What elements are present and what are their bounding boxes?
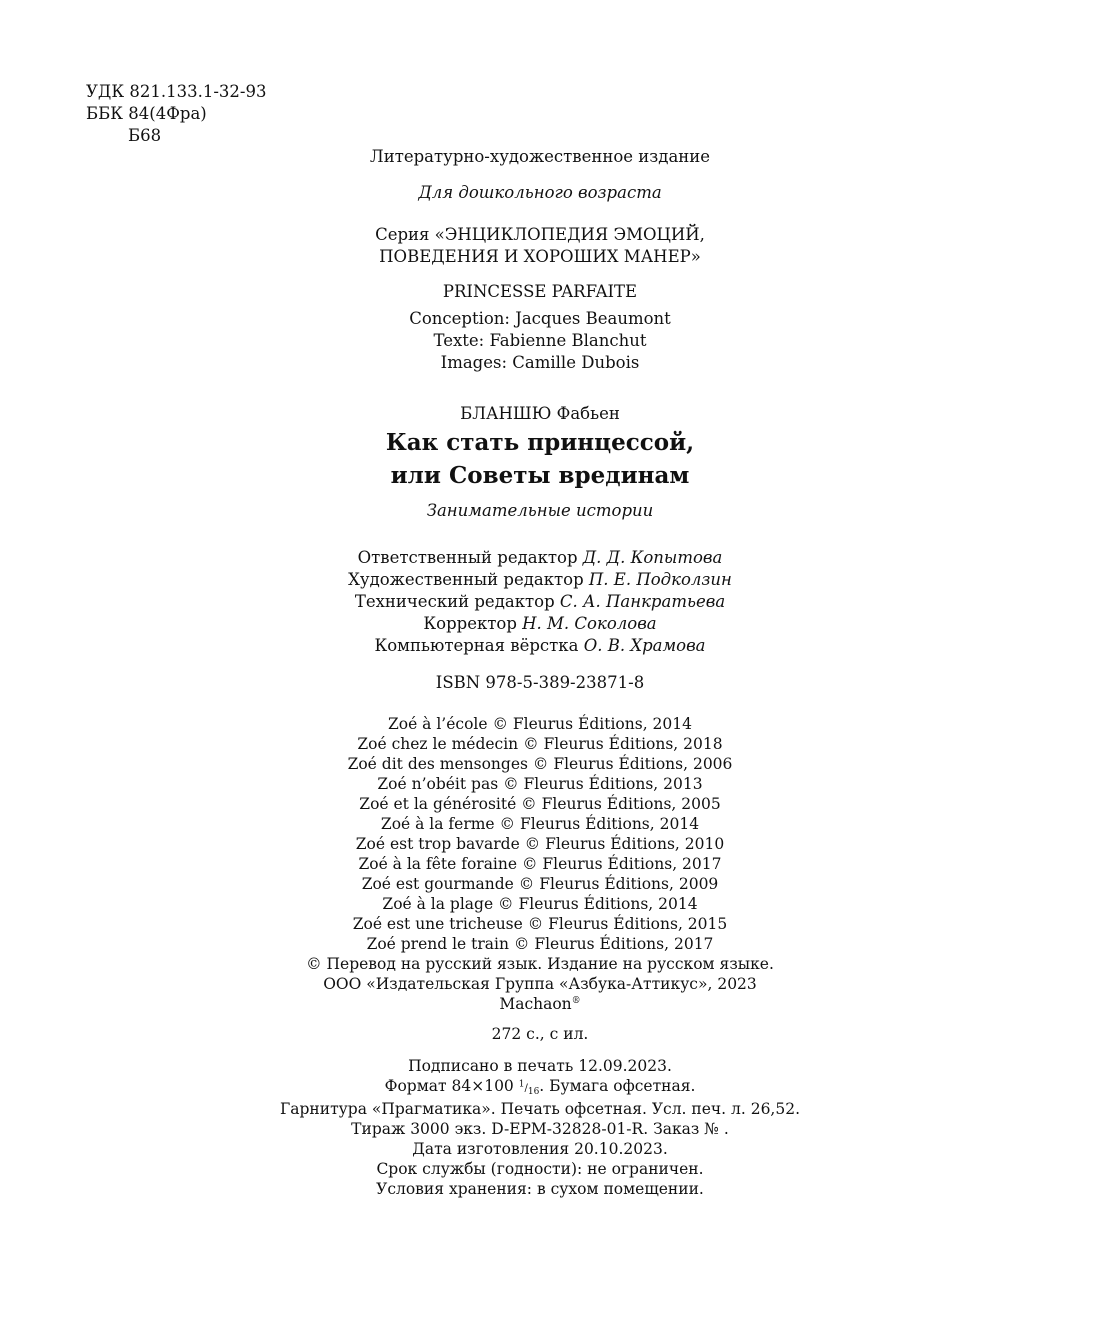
format-fraction: $^1/_{16}$ xyxy=(518,1079,540,1097)
storage-conditions: Условия хранения: в сухом помещении. xyxy=(376,1180,704,1198)
book-title xyxy=(240,426,840,492)
images-credit: Images: Camille Dubois xyxy=(440,353,640,372)
copyright-line: Zoé et la générosité © Fleurus Éditions, 2005 xyxy=(359,795,721,813)
imprint-name: Machaon® xyxy=(499,995,581,1013)
edition-type: Литературно-художественное издание xyxy=(369,147,711,166)
credit-role: Ответственный редактор xyxy=(357,548,578,567)
original-title: PRINCESSE PARFAITE xyxy=(442,282,638,301)
credit-person: Д. Д. Копытова xyxy=(582,548,723,567)
book-title-line-1: Как стать принцессой, xyxy=(385,429,695,456)
credit-role: Художественный редактор xyxy=(348,570,584,589)
publisher-copyright: ООО «Издательская Группа «Азбука-Аттикус», 2023 xyxy=(323,975,757,993)
credit-line xyxy=(240,591,840,613)
original-credits xyxy=(240,308,840,374)
copyright-line: Zoé est trop bavarde © Fleurus Éditions, 2010 xyxy=(355,835,725,853)
format-line: Формат 84×100 $^1/_{16}$. Бумага офсетная. xyxy=(384,1077,696,1097)
credit-line xyxy=(240,569,840,591)
print-run: Тираж 3000 экз. D-EPM-32828-01-R. Заказ № . xyxy=(351,1120,729,1138)
credit-role: Компьютерная вёрстка xyxy=(374,636,579,655)
credits-list xyxy=(240,547,840,657)
service-life: Срок службы (годности): не ограничен. xyxy=(376,1160,704,1178)
page-count: 272 с., с ил. xyxy=(491,1025,589,1043)
series-block xyxy=(240,224,840,268)
copyright-line: Zoé prend le train © Fleurus Éditions, 2017 xyxy=(366,935,714,953)
credit-line xyxy=(240,547,840,569)
production-date: Дата изготовления 20.10.2023. xyxy=(412,1140,668,1158)
classification-block xyxy=(86,81,266,147)
copyright-line: Zoé est gourmande © Fleurus Éditions, 2009 xyxy=(361,875,719,893)
bbk-code: ББК 84(4Фра) xyxy=(86,104,207,123)
translation-copyright: © Перевод на русский язык. Издание на русском языке. xyxy=(306,955,774,973)
book-subtitle: Занимательные истории xyxy=(426,501,654,520)
book-title-line-2: или Советы врединам xyxy=(390,462,690,489)
credit-role: Технический редактор xyxy=(354,592,555,611)
series-line-2: ПОВЕДЕНИЯ И ХОРОШИХ МАНЕР» xyxy=(379,247,701,266)
author-code: Б68 xyxy=(128,126,162,145)
credit-person: С. А. Панкратьева xyxy=(559,592,726,611)
copyright-line: Zoé à l’école © Fleurus Éditions, 2014 xyxy=(387,715,692,733)
udk-code: УДК 821.133.1-32-93 xyxy=(86,82,267,101)
book-author: БЛАНШЮ Фабьен xyxy=(460,404,620,423)
credit-line xyxy=(240,613,840,635)
copyright-line: Zoé n’obéit pas © Fleurus Éditions, 2013 xyxy=(377,775,703,793)
credit-person: Н. М. Соколова xyxy=(522,614,657,633)
age-group: Для дошкольного возраста xyxy=(418,183,662,202)
credit-role: Корректор xyxy=(423,614,517,633)
credit-line xyxy=(240,635,840,657)
copyright-line: Zoé à la fête foraine © Fleurus Éditions, 2017 xyxy=(358,855,722,873)
copyright-line: Zoé chez le médecin © Fleurus Éditions, 2018 xyxy=(357,735,723,753)
copyright-line: Zoé est une tricheuse © Fleurus Éditions, 2015 xyxy=(352,915,728,933)
copyright-list xyxy=(240,714,840,1014)
copyright-line: Zoé dit des mensonges © Fleurus Éditions, 2006 xyxy=(347,755,733,773)
series-line-1: Серия «ЭНЦИКЛОПЕДИЯ ЭМОЦИЙ, xyxy=(375,225,705,244)
registered-mark: ® xyxy=(571,995,581,1006)
texte-credit: Texte: Fabienne Blanchut xyxy=(433,331,647,350)
credit-person: О. В. Храмова xyxy=(583,636,706,655)
conception-credit: Conception: Jacques Beaumont xyxy=(409,309,671,328)
copyright-line: Zoé à la plage © Fleurus Éditions, 2014 xyxy=(382,895,698,913)
credit-person: П. Е. Подколзин xyxy=(588,570,732,589)
isbn: ISBN 978-5-389-23871-8 xyxy=(435,673,645,692)
typeface-line: Гарнитура «Прагматика». Печать офсетная. Усл. печ. л. 26,52. xyxy=(279,1100,801,1118)
print-info xyxy=(240,1056,840,1199)
signed-to-print: Подписано в печать 12.09.2023. xyxy=(408,1057,672,1075)
copyright-line: Zoé à la ferme © Fleurus Éditions, 2014 xyxy=(380,815,700,833)
